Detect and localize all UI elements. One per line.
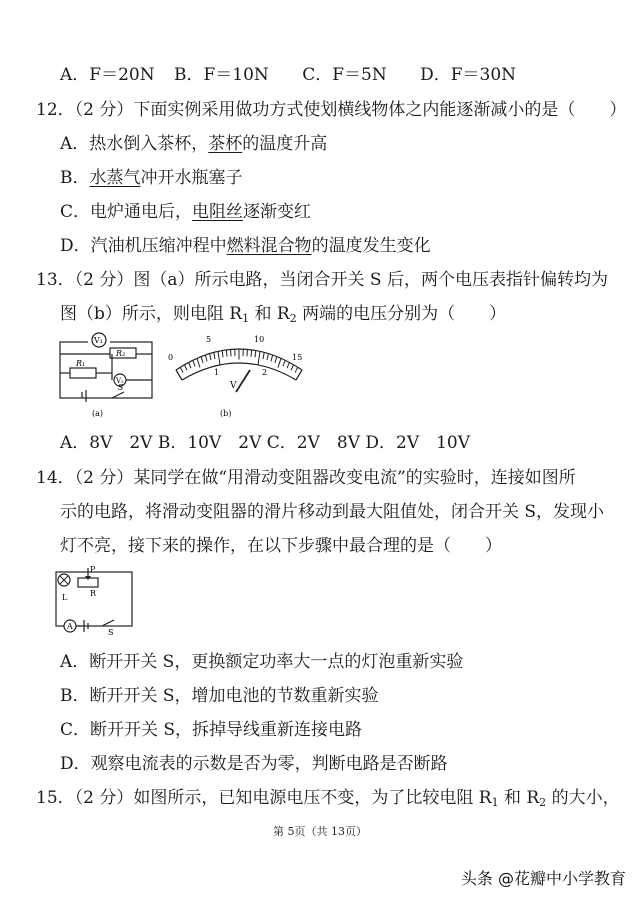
- dial-tick-mark: [296, 370, 302, 380]
- dial-tick-10: 10: [254, 335, 265, 344]
- dial-tick-mark: [189, 362, 191, 368]
- q11-option-d: D．F＝30N: [420, 65, 517, 85]
- dial-unit: V: [230, 381, 237, 391]
- q11-options: [60, 64, 516, 86]
- q14-stem-line3: 灯不亮，接下来的操作，在以下步骤中最合理的是（ ）: [60, 536, 502, 556]
- q14-stem-line2: 示的电路，将滑动变阻器的滑片移动到最大阻值处，闭合开关 S，发现小: [60, 502, 605, 522]
- q13-figure-a-circuit: [52, 330, 162, 422]
- q14-fig-r-label: R: [90, 589, 97, 598]
- dial-tick-mark: [180, 367, 183, 372]
- dial-tick-mark: [201, 357, 203, 363]
- page-footer: 第 5页（共 13页）: [273, 825, 367, 838]
- q11-option-b: B．F＝10N: [174, 65, 269, 85]
- dial-tick-15: 15: [292, 353, 303, 362]
- dial-tick-mark: [205, 355, 207, 361]
- dial-tick-mark: [258, 351, 260, 365]
- q14-stem-line1: 14．（2 分）某同学在做“用滑动变阻器改变电流”的实验时，连接如图所: [36, 468, 576, 488]
- dial-tick-mark: [226, 350, 227, 357]
- dial-tick-mark: [263, 352, 264, 359]
- dial-tick-mark: [287, 362, 289, 368]
- fig-b-caption: (b): [220, 409, 232, 418]
- q13-figure-b-voltmeter-dial: [164, 330, 314, 422]
- q14-option-d: D．观察电流表的示数是否为零，判断电路是否断路: [60, 754, 448, 774]
- q11-option-c: C．F＝5N: [302, 65, 387, 85]
- dial-tick-mark: [295, 367, 298, 372]
- dial-tick-mark: [214, 352, 215, 359]
- q11-option-a: A．F＝20N: [60, 65, 155, 85]
- q14-circuit-figure: [48, 562, 140, 638]
- q13-option-d: D．2V 10V: [365, 433, 471, 453]
- dial-tick-5: 5: [206, 335, 212, 344]
- q13-option-a: A．8V 2V: [60, 433, 153, 453]
- watermark-text: 头条 @花瓣中小学教育: [460, 869, 626, 888]
- dial-tick-mark: [210, 354, 211, 361]
- dial-tick-mark: [291, 365, 294, 370]
- q14-fig-p-label: P: [90, 565, 96, 574]
- q13-stem-line1: 13．（2 分）图（a）所示电路，当闭合开关 S 后，两个电压表指针偏转均为: [36, 270, 608, 290]
- dial-inner-2: 2: [262, 368, 268, 377]
- dial-tick-mark: [267, 354, 268, 361]
- dial-tick-mark: [271, 355, 273, 361]
- fig-a-r1-label: R₁: [76, 359, 86, 368]
- fig-a-v1-label: V₁: [94, 336, 103, 345]
- dial-tick-0: 0: [168, 353, 174, 362]
- dial-tick-mark: [218, 351, 220, 365]
- q14-fig-s-label: S: [108, 628, 114, 637]
- fig-a-v2-label: V₂: [116, 377, 124, 385]
- q13-option-c: C．2V 8V: [266, 433, 360, 453]
- dial-tick-mark: [176, 370, 182, 380]
- q14-fig-l-label: L: [62, 593, 68, 602]
- q12-option-a: A．热水倒入茶杯，茶杯的温度升高: [60, 134, 328, 154]
- dial-tick-mark: [283, 360, 285, 366]
- q15-stem: 15．（2 分）如图所示，已知电源电压不变，为了比较电阻 $R_1$ 和 $R_2$ 的大小，: [36, 788, 620, 809]
- q14-option-b: B．断开开关 S，增加电池的节数重新实验: [60, 686, 379, 706]
- q14-option-c: C．断开开关 S，拆掉导线重新连接电路: [60, 720, 363, 740]
- q12-option-c: C．电炉通电后，电阻丝逐渐变红: [60, 202, 312, 222]
- q13-option-b: B．10V 2V: [157, 433, 262, 453]
- q13-options: [60, 432, 470, 454]
- fig-a-r2-label: R₂: [116, 349, 126, 358]
- q12-stem: 12．（2 分）下面实例采用做功方式使划横线物体之内能逐渐减小的是（ ）: [36, 100, 627, 120]
- dial-tick-mark: [184, 365, 187, 370]
- q14-option-a: A．断开开关 S，更换额定功率大一点的灯泡重新实验: [60, 652, 464, 672]
- dial-tick-mark: [197, 358, 200, 367]
- fig-a-caption: (a): [92, 409, 104, 418]
- q14-fig-a-label: A: [67, 622, 73, 631]
- dial-tick-mark: [251, 350, 252, 357]
- q13-stem-line2: 图（b）所示，则电阻 $R_1$ 和 $R_2$ 两端的电压分别为（ ）: [60, 304, 507, 325]
- dial-tick-mark: [278, 358, 281, 367]
- dial-tick-mark: [275, 357, 277, 363]
- q12-option-b: B．水蒸气冲开水瓶塞子: [60, 168, 243, 188]
- dial-tick-mark: [193, 360, 195, 366]
- fig-a-s-label: S: [118, 383, 124, 392]
- dial-tick-mark: [255, 350, 256, 357]
- dial-inner-1: 1: [214, 368, 220, 377]
- q12-option-d: D．汽油机压缩冲程中燃料混合物的温度发生变化: [60, 236, 431, 256]
- dial-tick-mark: [222, 350, 223, 357]
